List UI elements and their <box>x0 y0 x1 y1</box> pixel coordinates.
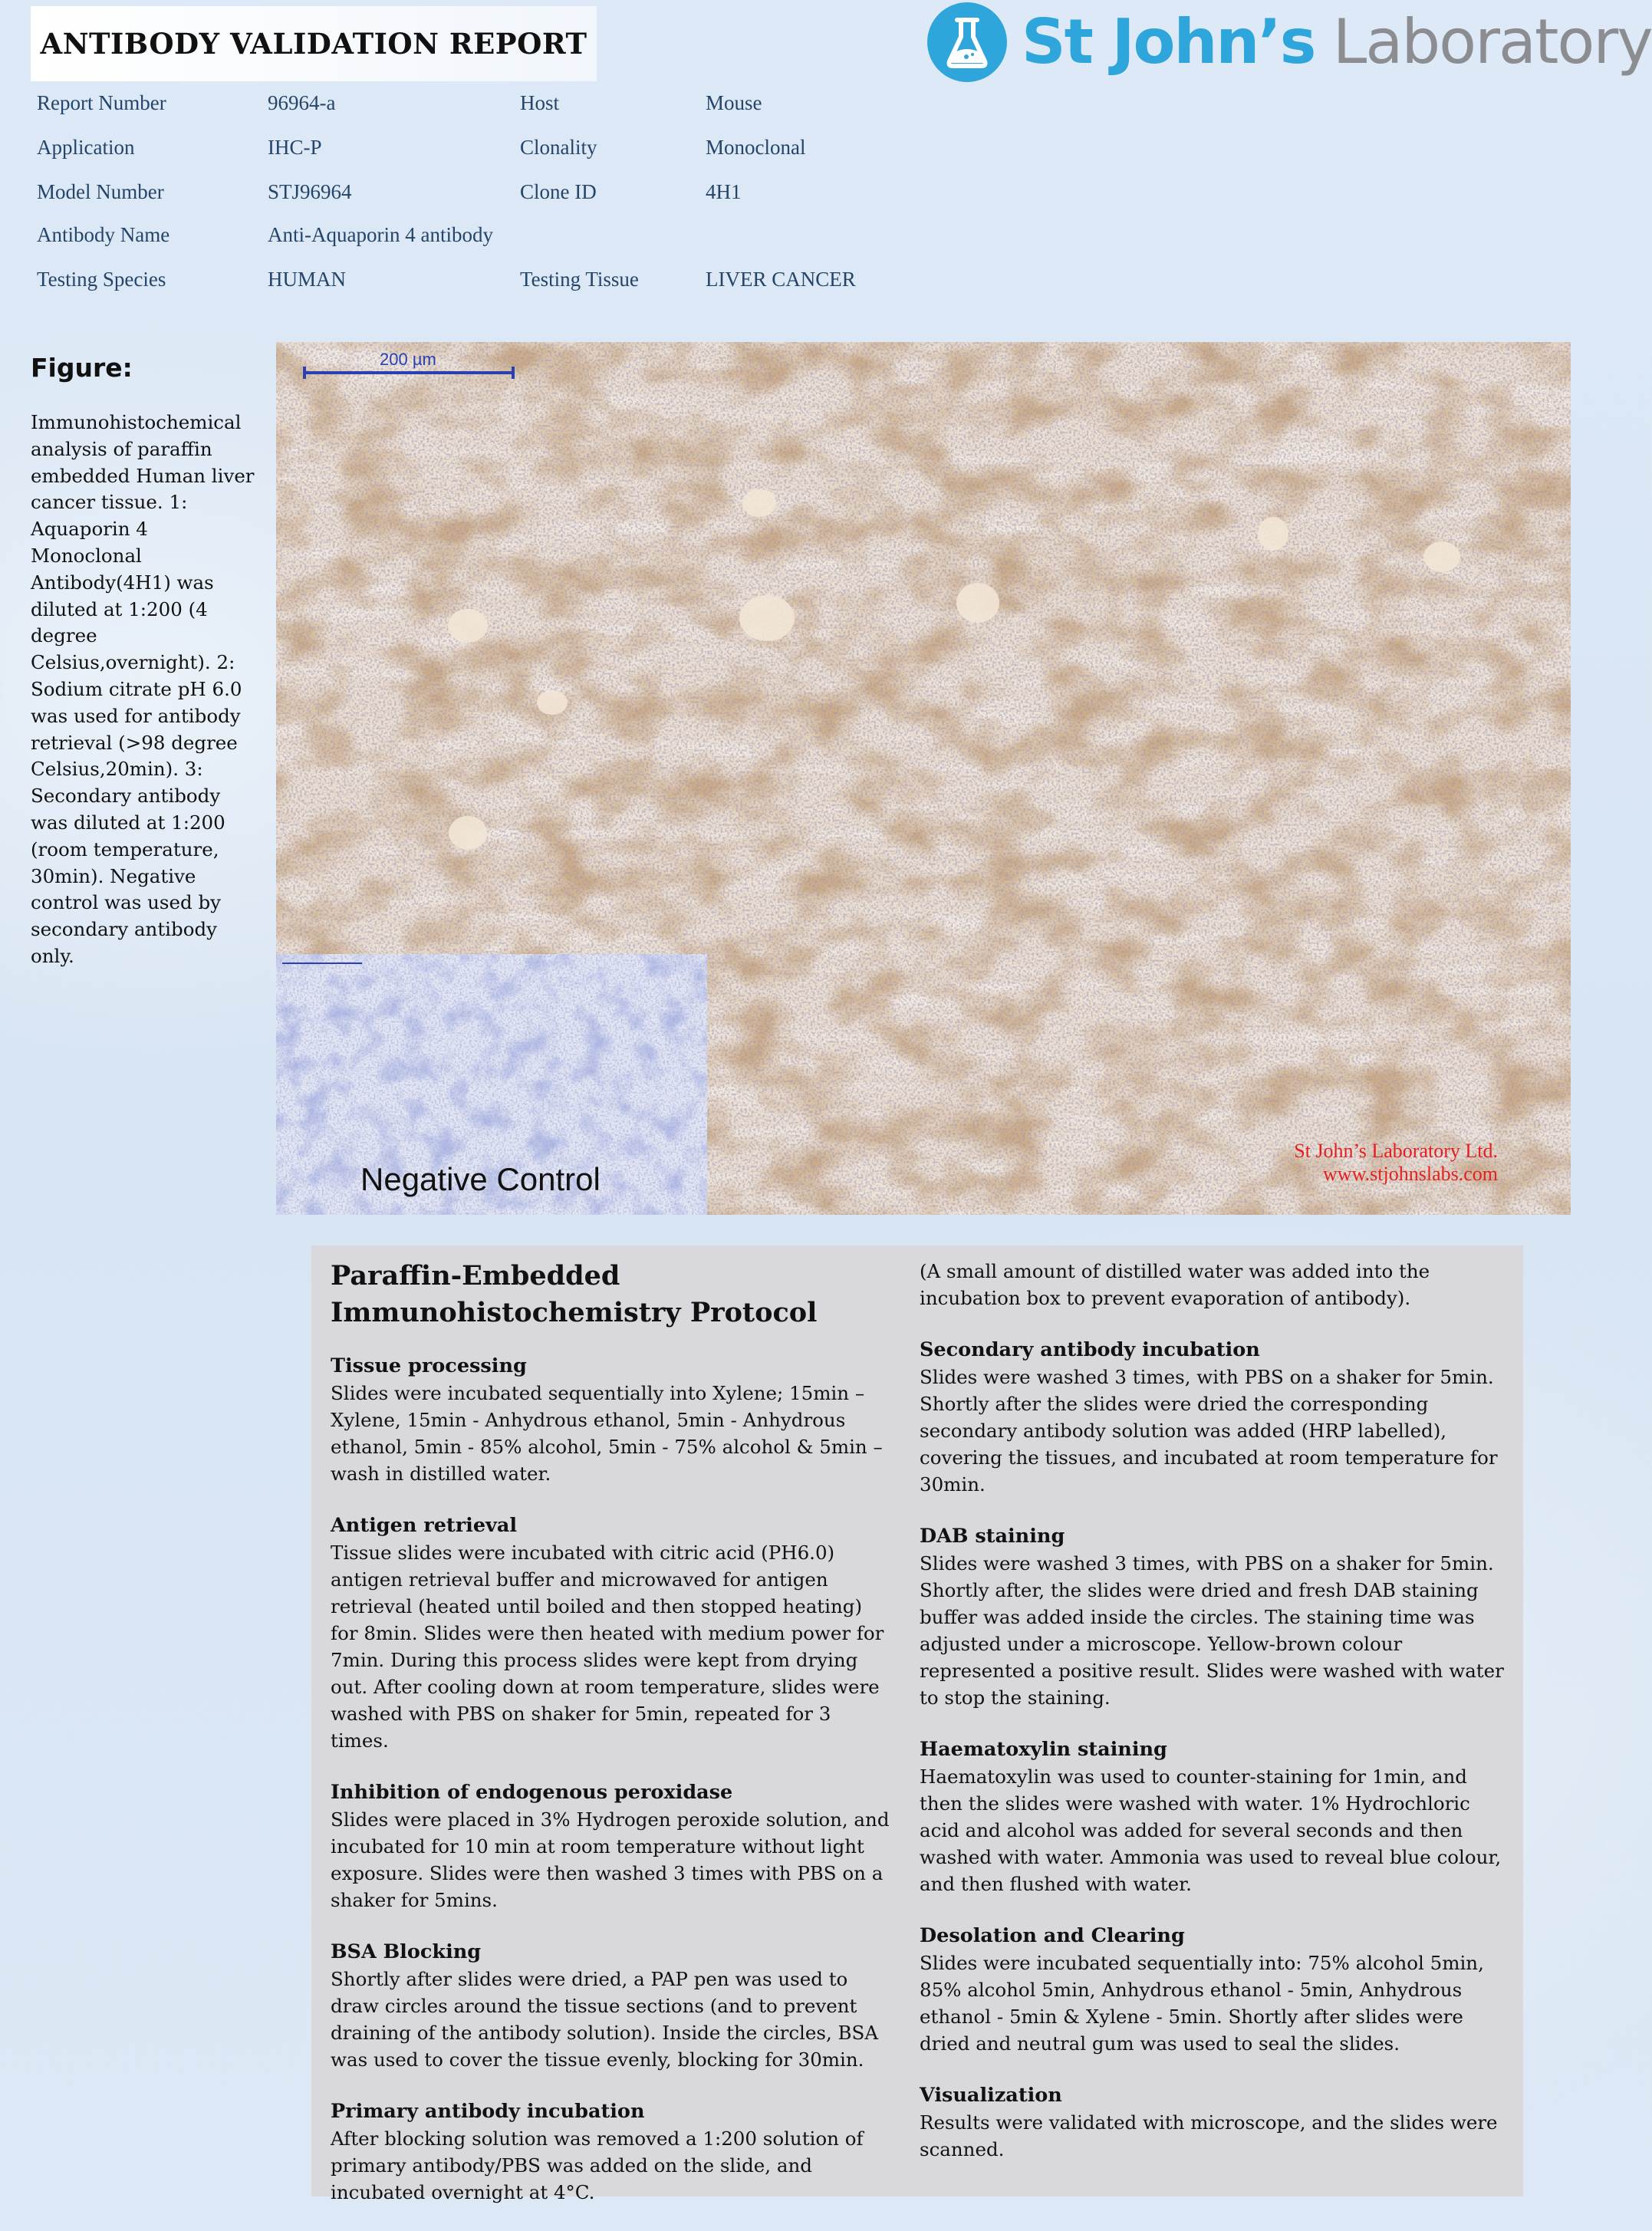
flask-icon <box>926 2 1008 83</box>
info-label: Antibody Name <box>37 223 170 246</box>
section-heading: Desolation and Clearing <box>920 1924 1185 1947</box>
info-value: 96964-a <box>268 91 336 114</box>
protocol-section <box>331 1779 890 1913</box>
info-label: Report Number <box>37 91 166 114</box>
section-heading: BSA Blocking <box>331 1940 482 1963</box>
info-label: Model Number <box>37 180 164 203</box>
protocol-section <box>920 2082 1510 2163</box>
info-label: Testing Tissue <box>520 268 639 291</box>
section-body: Slides were placed in 3% Hydrogen peroxide solution, and incubated for 10 min at room temperature without light exposure. Slides were then washed 3 times with PBS on a shaker for 5mins. <box>331 1808 890 1911</box>
protocol-section <box>331 1939 890 2073</box>
protocol-section <box>331 1512 890 1754</box>
negative-control-inset <box>276 954 707 1215</box>
info-value: Monoclonal <box>706 136 806 159</box>
section-body: Results were validated with microscope, and the slides were scanned. <box>920 2111 1498 2160</box>
section-heading: Primary antibody incubation <box>331 2100 645 2123</box>
watermark-url: www.stjohnslabs.com <box>1323 1163 1498 1185</box>
info-label: Clonality <box>520 136 597 159</box>
info-label: Testing Species <box>37 268 166 291</box>
section-heading: Tissue processing <box>331 1354 527 1377</box>
protocol-section <box>920 1923 1510 2057</box>
protocol-left-column <box>331 1258 890 2231</box>
protocol-section <box>920 1736 1510 1897</box>
info-value: STJ96964 <box>268 180 352 203</box>
section-heading: Haematoxylin staining <box>920 1738 1167 1761</box>
section-heading: Antigen retrieval <box>331 1514 518 1537</box>
info-value: Anti-Aquaporin 4 antibody <box>268 223 493 246</box>
figure-caption: Immunohistochemical analysis of paraffin embedded Human liver cancer tissue. 1: Aquaporin 4 Monoclonal Antibody(4H1) was diluted at 1:200 (4 degree Celsius,overnight). 2: Sodium citrate pH 6.0 was used for antibody retrieval (>98 degree Celsius,20min). 3: Secondary antibody was diluted at 1:200 (room temperature, 30min). Negative control was used by secondary antibody only. <box>31 411 255 967</box>
protocol-intro <box>920 1258 1510 1311</box>
scale-label: 200 µm <box>380 350 436 369</box>
section-heading: DAB staining <box>920 1525 1065 1548</box>
negative-control-label: Negative Control <box>360 1161 601 1197</box>
logo-text-bold: St John’s <box>1022 6 1315 77</box>
section-body: Slides were incubated sequentially into Xylene; 15min – Xylene, 15min - Anhydrous ethanol, 5min - Anhydrous ethanol, 5min - 85% alcohol, 5min - 75% alcohol & 5min – wash in distilled water. <box>331 1382 883 1485</box>
info-label: Host <box>520 91 560 114</box>
section-body: Tissue slides were incubated with citric acid (PH6.0) antigen retrieval buffer and microwaved for antigen retrieval (heated until boiled and then stopped heating) for 8min. Slides were then heated with medium power for 7min. During this process slides were kept from drying out. After cooling down at room temperature, slides were washed with PBS on shaker for 5min, repeated for 3 times. <box>331 1542 884 1752</box>
info-value: IHC-P <box>268 136 322 159</box>
info-value: 4H1 <box>706 180 742 203</box>
section-body: Slides were incubated sequentially into: 75% alcohol 5min, 85% alcohol 5min, Anhydrous ethanol - 5min, Anhydrous ethanol - 5min & Xylene - 5min. Shortly after slides were dried and neutral gum was used to seal the slides. <box>920 1952 1484 2055</box>
protocol-title-line2: Immunohistochemistry Protocol <box>331 1297 818 1328</box>
info-value: Mouse <box>706 91 762 114</box>
info-value: LIVER CANCER <box>706 268 856 291</box>
protocol-title <box>331 1258 890 1331</box>
section-heading: Inhibition of endogenous peroxidase <box>331 1781 733 1804</box>
section-body: After blocking solution was removed a 1:200 solution of primary antibody/PBS was added on the slide, and incubated overnight at 4°C. <box>331 2127 864 2203</box>
protocol-right-column <box>920 1258 1510 2188</box>
info-label: Clone ID <box>520 180 597 203</box>
logo-text-light: Laboratory <box>1332 6 1652 77</box>
watermark <box>1294 1140 1498 1186</box>
section-body: Shortly after slides were dried, a PAP pen was used to draw circles around the tissue sections (and to prevent draining of the antibody solution). Inside the circles, BSA was used to cover the tissue evenly, blocking for 30min. <box>331 1968 879 2071</box>
section-body: (A small amount of distilled water was added into the incubation box to prevent evaporation of antibody). <box>920 1260 1430 1309</box>
figure-heading: Figure: <box>31 353 133 383</box>
ihc-micrograph <box>276 342 1571 1215</box>
protocol-section <box>331 2098 890 2206</box>
info-label: Application <box>37 136 135 159</box>
protocol-panel <box>311 1245 1523 2203</box>
protocol-section <box>331 1353 890 1487</box>
report-title-box <box>31 6 597 81</box>
report-title: ANTIBODY VALIDATION REPORT <box>40 27 587 61</box>
protocol-section <box>920 1523 1510 1711</box>
section-heading: Visualization <box>920 2084 1062 2107</box>
section-heading: Secondary antibody incubation <box>920 1338 1260 1361</box>
protocol-section <box>920 1337 1510 1498</box>
protocol-title-line1: Paraffin-Embedded <box>331 1260 620 1292</box>
company-logo <box>926 0 1652 84</box>
watermark-company: St John’s Laboratory Ltd. <box>1294 1140 1498 1162</box>
section-body: Slides were washed 3 times, with PBS on a shaker for 5min. Shortly after, the slides were dried and fresh DAB staining buffer was added inside the circles. The staining time was adjusted under a microscope. Yellow-brown colour represented a positive result. Slides were washed with water to stop the staining. <box>920 1552 1504 1709</box>
info-value: HUMAN <box>268 268 347 291</box>
section-body: Slides were washed 3 times, with PBS on a shaker for 5min. Shortly after the slides were dried the corresponding secondary antibody solution was added (HRP labelled), covering the tissues, and incubated at room temperature for 30min. <box>920 1366 1498 1496</box>
section-body: Haematoxylin was used to counter-staining for 1min, and then the slides were washed with water. 1% Hydrochloric acid and alcohol was added for several seconds and then washed with water. Ammonia was used to reveal blue colour, and then flushed with water. <box>920 1765 1502 1895</box>
